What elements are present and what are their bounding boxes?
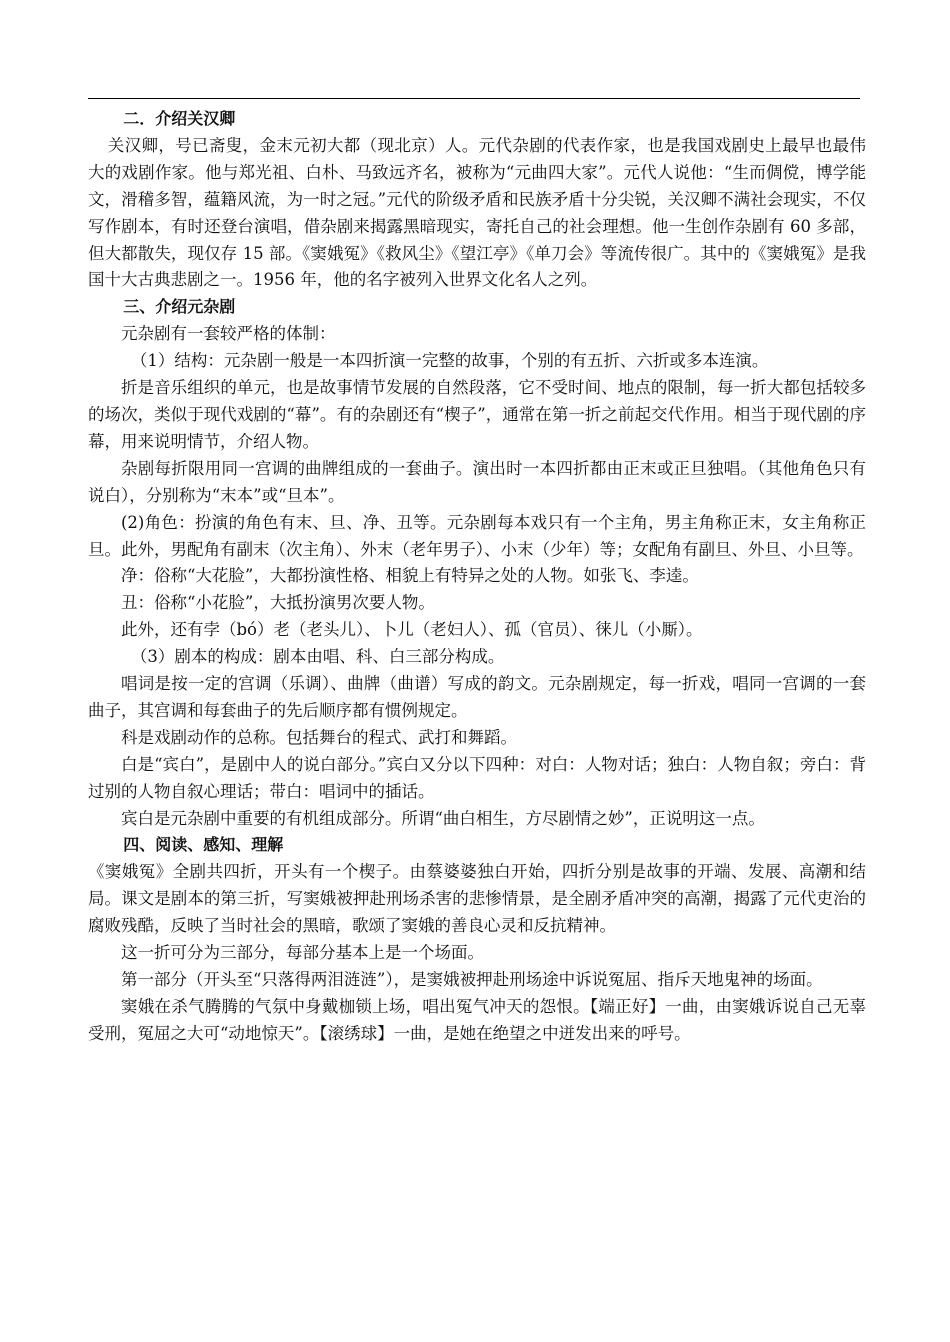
paragraph: （1）结构：元杂剧一般是一本四折演一完整的故事，个别的有五折、六折或多本连演。 — [130, 351, 769, 371]
document-body — [88, 106, 866, 1048]
paragraph: 丑：俗称“小花脸”，大抵扮演男次要人物。 — [121, 593, 435, 613]
paragraph: 白是“宾白”，是剧中人的说白部分。”宾白又分以下四种：对白：人物对话；独白：人物自叙；旁白：背过别的人物自叙心理话；带白：唱词中的插话。 — [88, 754, 866, 801]
section-heading: 三、介绍元杂剧 — [123, 297, 236, 317]
paragraph: 元杂剧有一套较严格的体制： — [121, 324, 336, 344]
paragraph: 《窦娥冤》全剧共四折，开头有一个楔子。由蔡婆婆独白开始，四折分别是故事的开端、发展、高潮和结局。课文是剧本的第三折，写窦娥被押赴刑场杀害的悲惨情景，是全剧矛盾冲突的高潮，揭露了元代吏治的腐败残酷，反映了当时社会的黑暗，歌颂了窦娥的善良心灵和反抗精神。 — [88, 862, 866, 936]
section-heading: 四、阅读、感知、理解 — [123, 835, 284, 855]
paragraph: 净：俗称“大花脸”，大都扮演性格、相貌上有特异之处的人物。如张飞、李逵。 — [121, 566, 699, 586]
paragraph: 折是音乐组织的单元，也是故事情节发展的自然段落，它不受时间、地点的限制，每一折大都包括较多的场次，类似于现代戏剧的“幕”。有的杂剧还有“楔子”，通常在第一折之前起交代作用。相当于现代剧的序幕，用来说明情节，介绍人物。 — [88, 378, 866, 451]
paragraph: 这一折可分为三部分，每部分基本上是一个场面。 — [121, 943, 484, 963]
header-rule — [88, 98, 860, 99]
paragraph: 窦娥在杀气腾腾的气氛中身戴枷锁上场，唱出冤气冲天的怨恨。【端正好】一曲，由窦娥诉说自己无辜受刑，冤屈之大可“动地惊天”。【滚绣球】一曲，是她在绝望之中迸发出来的呼号。 — [88, 996, 866, 1043]
section-heading: 二．介绍关汉卿 — [123, 109, 236, 128]
paragraph: 此外，还有孛（bó）老（老头儿）、卜儿（老妇人）、孤（官员）、徕儿（小厮）。 — [121, 620, 703, 640]
paragraph: 第一部分（开头至“只落得两泪涟涟”），是窦娥被押赴刑场途中诉说冤屈、指斥天地鬼神的场面。 — [121, 970, 823, 989]
paragraph: 科是戏剧动作的总称。包括舞台的程式、武打和舞蹈。 — [121, 727, 517, 747]
paragraph: 关汉卿，号已斋叟，金末元初大都（现北京）人。元代杂剧的代表作家，也是我国戏剧史上最早也最伟大的戏剧作家。他与郑光祖、白朴、马致远齐名，被称为“元曲四大家”。元代人说他：“生而倜傥，博学能文，滑稽多智，蕴籍风流，为一时之冠。”元代的阶级矛盾和民族矛盾十分尖锐，关汉卿不满社会现实，不仅写作剧本，有时还登台演唱，借杂剧来揭露黑暗现实，寄托自己的社会理想。他一生创作杂剧有 60 多部，但大都散失，现仅存 15 部。《窦娥冤》《救风尘》《望江亭》《单刀会》等流传很广。其中的《窦娥冤》是我国十大古典悲剧之一。1956 年，他的名字被列入世界文化名人之列。 — [88, 135, 866, 290]
paragraph: 杂剧每折限用同一宫调的曲牌组成的一套曲子。演出时一本四折都由正末或正旦独唱。（其他角色只有说白），分别称为“末本”或“旦本”。 — [88, 458, 866, 505]
paragraph: (2)角色：扮演的角色有末、旦、净、丑等。元杂剧每本戏只有一个主角，男主角称正末，女主角称正旦。此外，男配角有副末（次主角）、外末（老年男子）、小末（少年）等；女配角有副旦、外旦、小旦等。 — [88, 512, 866, 559]
paragraph: 唱词是按一定的宫调（乐调）、曲牌（曲谱）写成的韵文。元杂剧规定，每一折戏，唱同一宫调的一套曲子，其宫调和每套曲子的先后顺序都有惯例规定。 — [88, 674, 866, 720]
paragraph: 宾白是元杂剧中重要的有机组成部分。所谓“曲白相生，方尽剧情之妙”，正说明这一点。 — [121, 808, 765, 828]
paragraph: （3）剧本的构成：剧本由唱、科、白三部分构成。 — [130, 647, 505, 667]
